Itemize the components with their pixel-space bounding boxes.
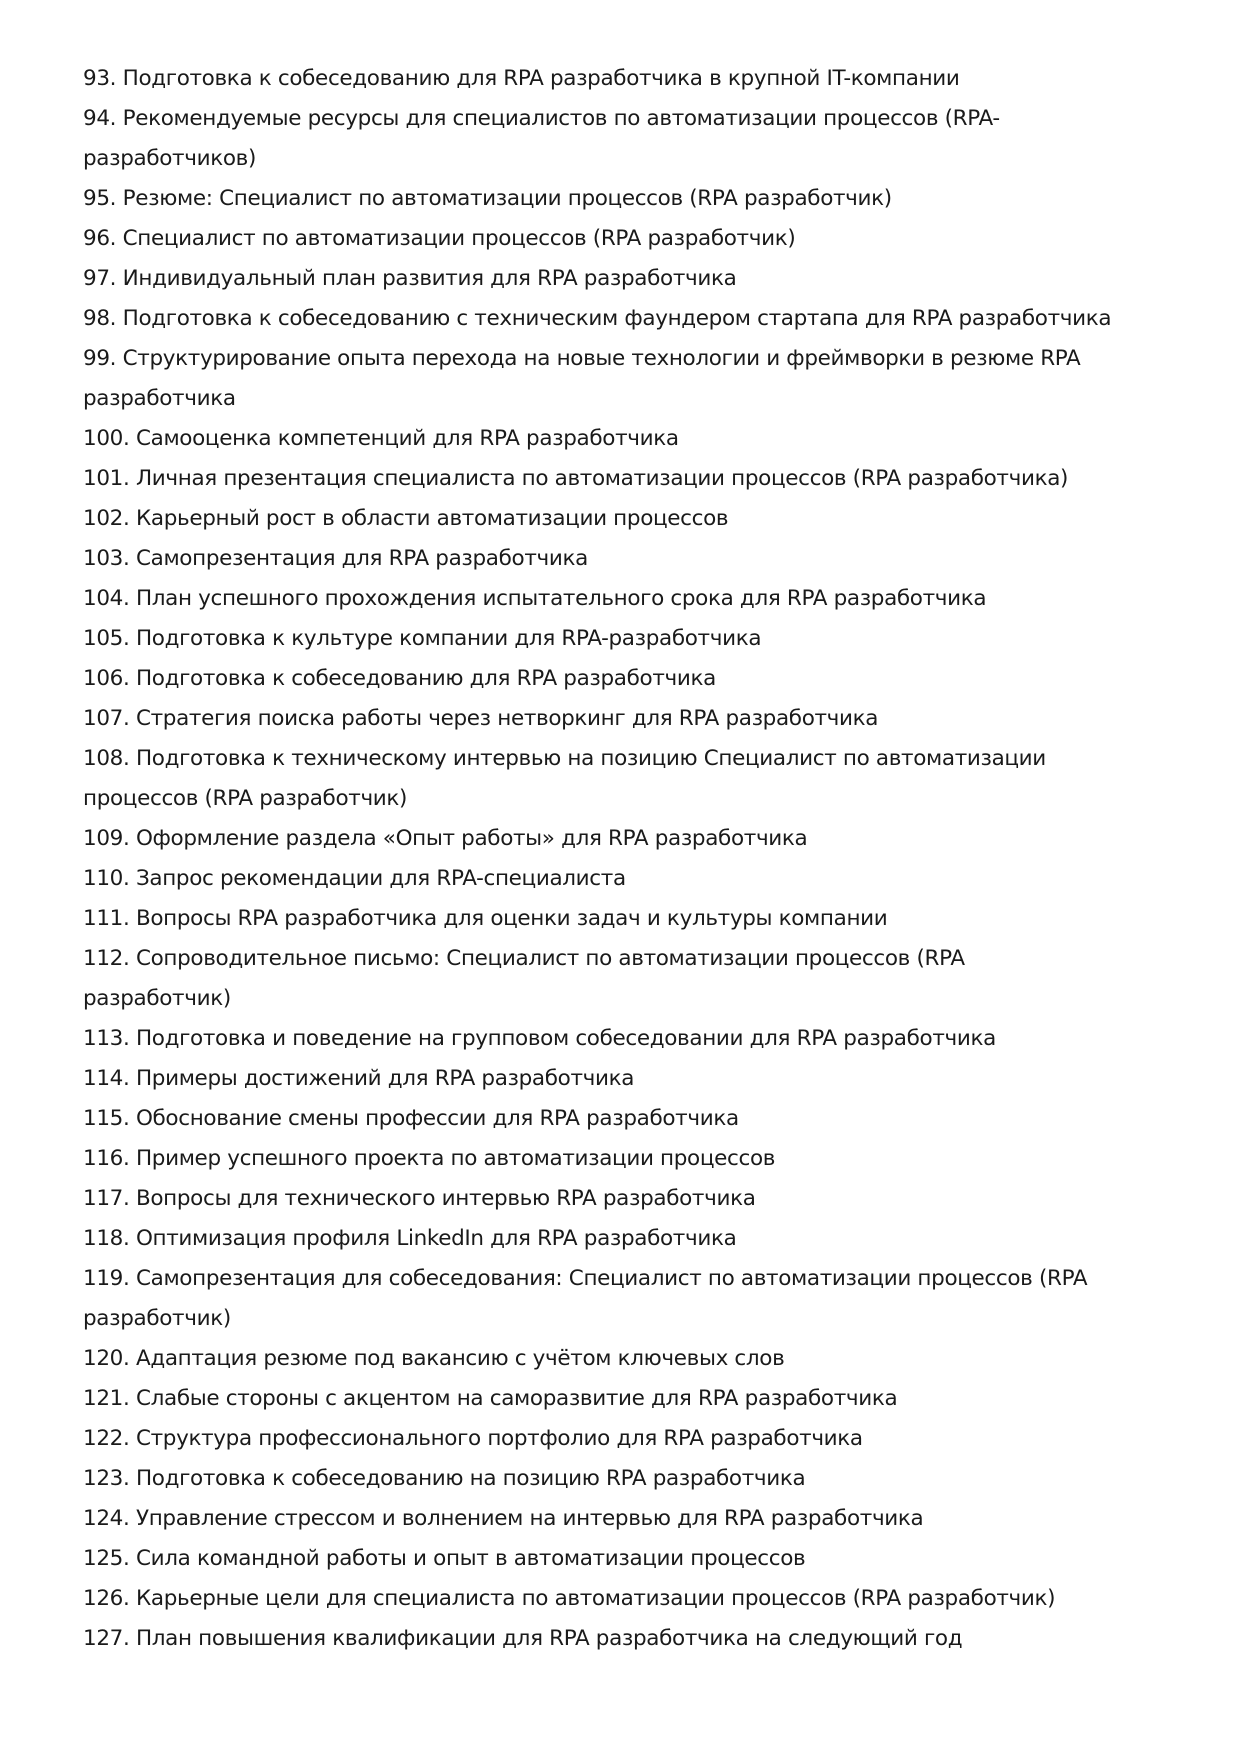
list-item: 116. Пример успешного проекта по автоматизации процессов [83,1146,776,1171]
list-item: 97. Индивидуальный план развития для RPA разработчика [83,266,737,291]
list-item: 119. Самопрезентация для собеседования: Специалист по автоматизации процессов (RPA [83,1266,1088,1291]
list-item: 104. План успешного прохождения испытательного срока для RPA разработчика [83,586,987,611]
list-item: 121. Слабые стороны с акцентом на саморазвитие для RPA разработчика [83,1386,898,1411]
list-item: 96. Специалист по автоматизации процессов (RPA разработчик) [83,226,796,251]
list-item: 105. Подготовка к культуре компании для RPA-разработчика [83,626,762,651]
list-item: 102. Карьерный рост в области автоматизации процессов [83,506,729,531]
list-item-continuation: разработчик) [83,1306,231,1331]
list-item: 126. Карьерные цели для специалиста по автоматизации процессов (RPA разработчик) [83,1586,1056,1611]
list-item: 127. План повышения квалификации для RPA разработчика на следующий год [83,1626,963,1651]
list-item-continuation: разработчик) [83,986,231,1011]
list-item: 107. Стратегия поиска работы через нетворкинг для RPA разработчика [83,706,879,731]
list-item: 99. Структурирование опыта перехода на новые технологии и фреймворки в резюме RPA [83,346,1081,371]
list-item: 122. Структура профессионального портфолио для RPA разработчика [83,1426,863,1451]
list-item: 103. Самопрезентация для RPA разработчика [83,546,588,571]
list-item: 117. Вопросы для технического интервью RPA разработчика [83,1186,756,1211]
list-item-continuation: процессов (RPA разработчик) [83,786,408,811]
list-item: 124. Управление стрессом и волнением на интервью для RPA разработчика [83,1506,924,1531]
list-item-continuation: разработчиков) [83,146,256,171]
list-item: 113. Подготовка и поведение на групповом собеседовании для RPA разработчика [83,1026,996,1051]
list-item: 125. Сила командной работы и опыт в автоматизации процессов [83,1546,806,1571]
list-item: 118. Оптимизация профиля LinkedIn для RPA разработчика [83,1226,737,1251]
list-item: 115. Обоснование смены профессии для RPA разработчика [83,1106,739,1131]
list-item: 109. Оформление раздела «Опыт работы» для RPA разработчика [83,826,808,851]
list-item: 114. Примеры достижений для RPA разработчика [83,1066,635,1091]
list-item: 106. Подготовка к собеседованию для RPA разработчика [83,666,716,691]
list-item: 120. Адаптация резюме под вакансию с учётом ключевых слов [83,1346,785,1371]
list-item: 98. Подготовка к собеседованию с техническим фаундером стартапа для RPA разработчика [83,306,1112,331]
list-item: 123. Подготовка к собеседованию на позицию RPA разработчика [83,1466,806,1491]
document-page [83,59,1163,1659]
list-item: 95. Резюме: Специалист по автоматизации процессов (RPA разработчик) [83,186,892,211]
list-item: 93. Подготовка к собеседованию для RPA разработчика в крупной IT-компании [83,66,960,91]
list-item: 100. Самооценка компетенций для RPA разработчика [83,426,679,451]
list-item: 110. Запрос рекомендации для RPA-специалиста [83,866,626,891]
list-item: 108. Подготовка к техническому интервью на позицию Специалист по автоматизации [83,746,1046,771]
list-item-continuation: разработчика [83,386,236,411]
list-item: 94. Рекомендуемые ресурсы для специалистов по автоматизации процессов (RPA- [83,106,1000,131]
list-item: 112. Сопроводительное письмо: Специалист по автоматизации процессов (RPA [83,946,965,971]
list-item: 111. Вопросы RPA разработчика для оценки задач и культуры компании [83,906,888,931]
list-item: 101. Личная презентация специалиста по автоматизации процессов (RPA разработчика) [83,466,1069,491]
